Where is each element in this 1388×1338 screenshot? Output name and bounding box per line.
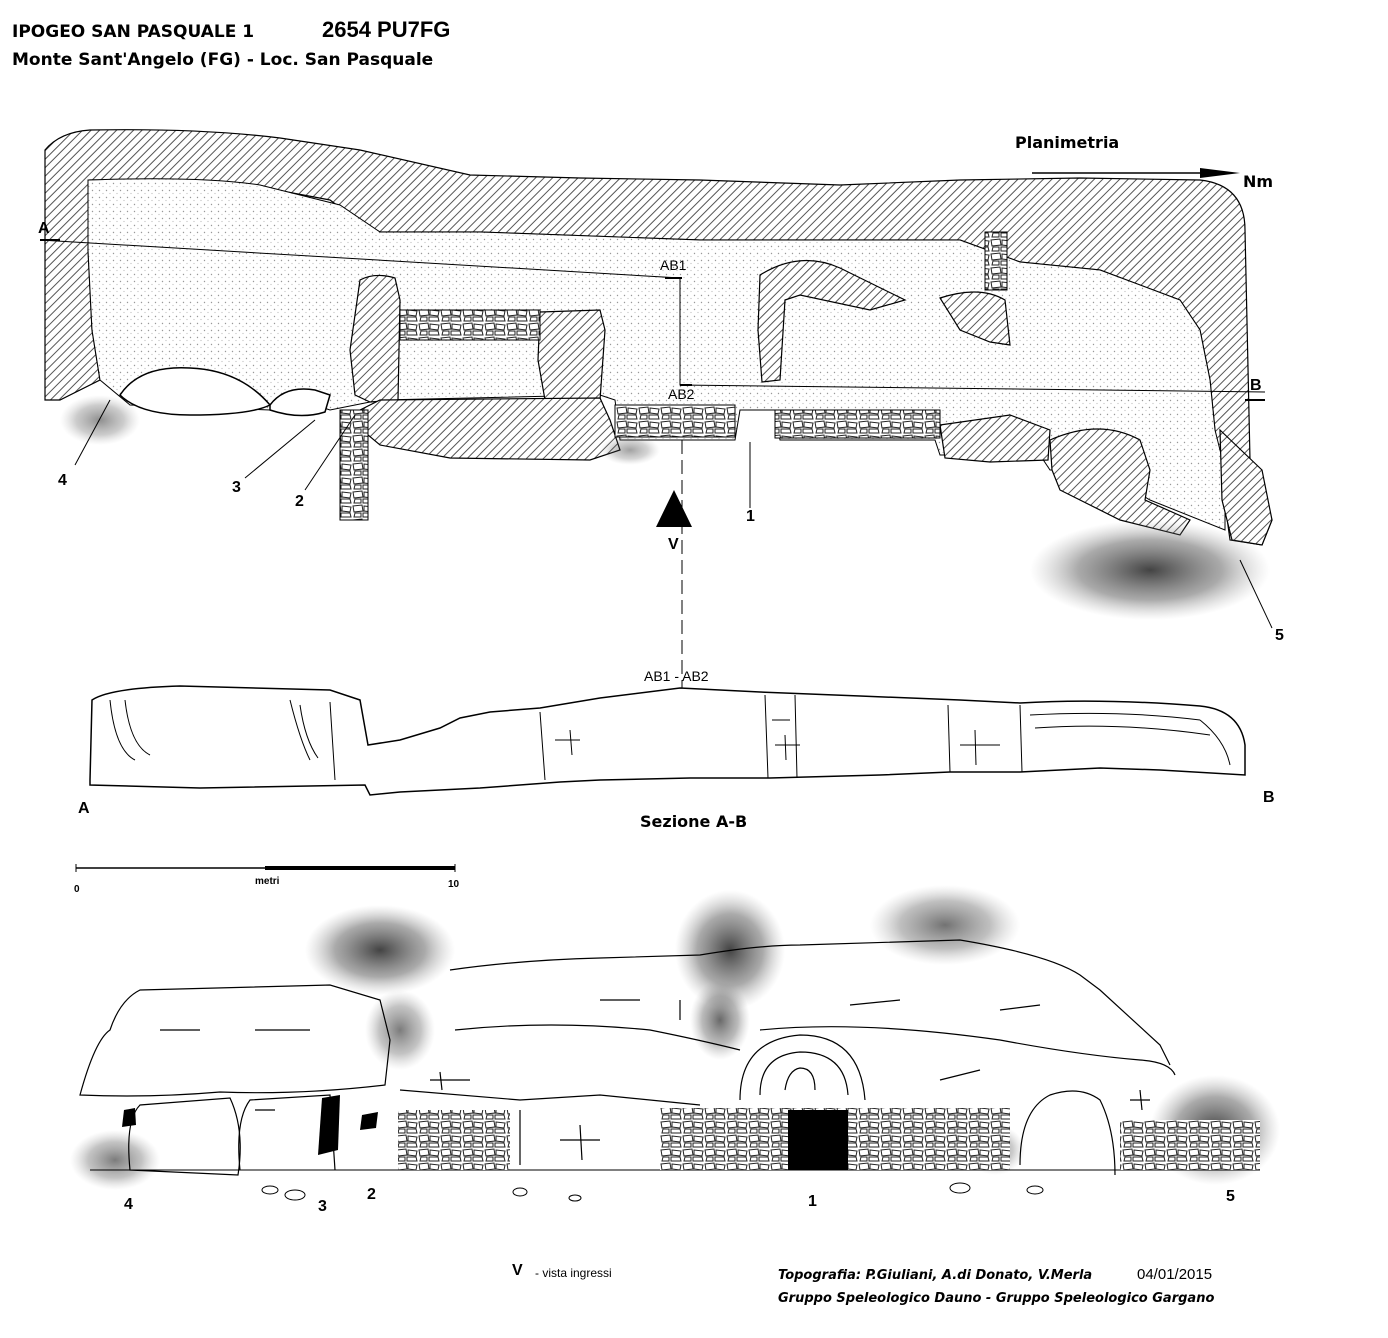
- plan-title: Planimetria: [1015, 133, 1120, 152]
- elevation-entrance-1-label: 1: [808, 1193, 817, 1210]
- plan-ab2-label: AB2: [668, 386, 695, 402]
- elevation-entrance-3-label: 3: [318, 1198, 327, 1215]
- elevation-view: [70, 885, 1280, 1201]
- view-arrow-icon: [656, 490, 692, 527]
- rock-slab-left: [80, 985, 390, 1096]
- plan-entrance-1-label: 1: [746, 508, 755, 525]
- plan-pillar-2: [538, 310, 605, 400]
- plan-front-wall-1: [360, 398, 620, 460]
- view-marker-label: V: [668, 536, 679, 553]
- plan-entrance-4-label: 4: [58, 472, 67, 489]
- entrance-4-opening: [122, 1108, 136, 1127]
- legend-v-symbol: V: [512, 1262, 523, 1279]
- north-label: Nm: [1243, 172, 1274, 191]
- plan-pillar-1: [350, 275, 400, 402]
- elevation-drystone-right: [1120, 1120, 1260, 1170]
- section-ab-label: AB1 - AB2: [644, 668, 709, 684]
- elevation-entrance-4-label: 4: [124, 1196, 133, 1213]
- plan-entrance-5-label: 5: [1275, 627, 1284, 644]
- credits-date: 04/01/2015: [1137, 1266, 1213, 1283]
- plan-drystone-wall-left: [615, 405, 735, 437]
- entrance-1-opening: [788, 1110, 848, 1170]
- credits-groups: Gruppo Speleologico Dauno - Gruppo Speleologico Gargano: [778, 1291, 1215, 1306]
- north-arrow-icon: [1032, 168, 1240, 178]
- section-point-a: A: [78, 800, 90, 817]
- legend-v-description: - vista ingressi: [535, 1266, 612, 1280]
- plan-entrance-2-label: 2: [295, 493, 304, 510]
- plan-drystone-stair: [340, 410, 368, 520]
- plan-point-b: B: [1250, 377, 1262, 394]
- shrub-7: [70, 1130, 160, 1190]
- shrub-2: [365, 990, 435, 1070]
- scale-end: 10: [448, 879, 460, 890]
- plan-drystone-wall-upper: [400, 310, 540, 340]
- entrance-2-opening: [360, 1112, 378, 1130]
- elevation-entrance-2-label: 2: [367, 1186, 376, 1203]
- section-point-b: B: [1263, 789, 1275, 806]
- cave-code: 2654 PU7FG: [322, 17, 451, 42]
- plan-drystone-pillar: [985, 232, 1007, 290]
- scale-unit: metri: [255, 876, 280, 887]
- shrub-4: [690, 980, 750, 1060]
- elevation-entrance-5-label: 5: [1226, 1188, 1235, 1205]
- plan-scrub-4: [60, 395, 140, 445]
- section-title: Sezione A-B: [640, 812, 748, 831]
- scale-bar: [76, 864, 455, 872]
- cave-location: Monte Sant'Angelo (FG) - Loc. San Pasquale: [12, 50, 434, 70]
- plan-scrub-1: [600, 435, 660, 465]
- entrance-3-opening: [318, 1095, 340, 1155]
- plan-ab1-label: AB1: [660, 257, 687, 273]
- rock-mass-top: [450, 940, 1170, 1065]
- plan-entrance-3-label: 3: [232, 479, 241, 496]
- cave-name: IPOGEO SAN PASQUALE 1: [12, 22, 255, 42]
- section-view: [90, 686, 1245, 795]
- plan-vegetation: [1030, 520, 1270, 620]
- plan-point-a: A: [38, 220, 50, 237]
- section-outline: [90, 686, 1245, 795]
- credits-topography: Topografia: P.Giuliani, A.di Donato, V.Merla: [778, 1268, 1093, 1283]
- scale-start: 0: [74, 884, 80, 895]
- elevation-drystone-left: [398, 1110, 510, 1170]
- shrub-5: [870, 885, 1020, 965]
- niche-arch: [740, 1035, 865, 1100]
- plan-drystone-wall-right: [775, 410, 940, 438]
- shrub-1: [305, 905, 455, 995]
